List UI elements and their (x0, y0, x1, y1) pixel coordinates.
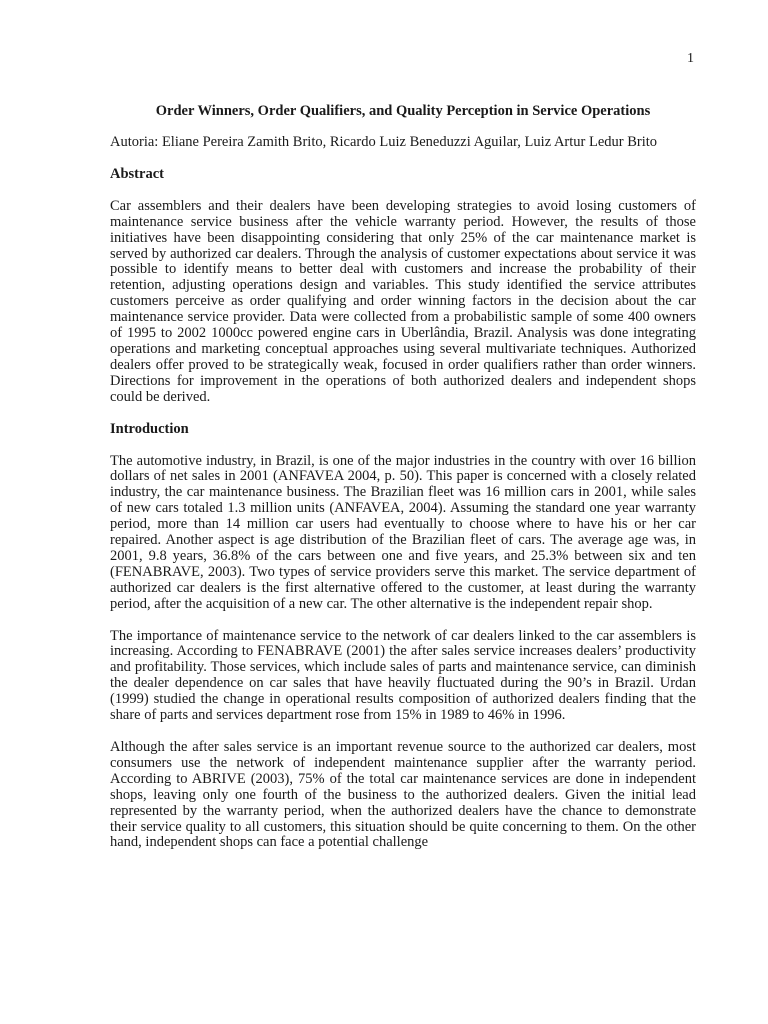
author-list: Autoria: Eliane Pereira Zamith Brito, Ricardo Luiz Beneduzzi Aguilar, Luiz Artur Ledur Brito (110, 134, 658, 150)
introduction-paragraph-2: The importance of maintenance service to the network of car dealers linked to the car assemblers is increasing. According to FENABRAVE (2001) the after sales service increases dealers’ productivity and profitability. Those services, which include sales of parts and maintenance service, can diminish the dealer dependence on car sales that have heavily fluctuated during the 90’s in Brazil. Urdan (1999) studied the change in operational results composition of authorized dealers finding that the share of parts and services department rose from 15% in 1989 to 46% in 1996. (110, 627, 696, 724)
paper-title: Order Winners, Order Qualifiers, and Quality Perception in Service Operations (155, 103, 651, 119)
introduction-paragraph-1: The automotive industry, in Brazil, is one of the major industries in the country with over 16 billion dollars of net sales in 2001 (ANFAVEA 2004, p. 50). This paper is concerned with a closely related industry, the car maintenance business. The Brazilian fleet was 16 million cars in 2001, while sales of new cars totaled 1.3 million units (ANFAVEA, 2004). Assuming the standard one year warranty period, more than 14 million car users had eventually to choose where to have his or her car repaired. Another aspect is age distribution of the Brazilian fleet of cars. The average age was, in 2001, 9.8 years, 36.8% of the cars between one and five years, and 25.3% between six and ten (FENABRAVE, 2003). Two types of service providers serve this market. The service department of authorized car dealers is the first alternative offered to the customer, at least during the warranty period, after the acquisition of a new car. The other alternative is the independent repair shop. (110, 452, 696, 612)
abstract-heading: Abstract (110, 165, 164, 182)
paper-body (110, 103, 696, 867)
abstract-text: Car assemblers and their dealers have been developing strategies to avoid losing customers of maintenance service business after the vehicle warranty period. However, the results of those initiatives have been disappointing considering that only 25% of the car maintenance market is served by authorized car dealers. Through the analysis of customer expectations about service it was possible to identify means to better deal with customers and increase the probability of their retention, adjusting operations design and variables. This study identified the service attributes customers perceive as order qualifying and order winning factors in the decision about the car maintenance service provider. Data were collected from a probabilistic sample of some 400 owners of 1995 to 2002 1000cc powered engine cars in Uberlândia, Brazil. Analysis was done integrating operations and marketing conceptual approaches using several multivariate techniques. Authorized dealers offer proved to be strategically weak, focused in order qualifiers rather than order winners. Directions for improvement in the operations of both authorized dealers and independent shops could be derived. (110, 197, 696, 405)
page-number: 1 (687, 51, 694, 66)
introduction-heading: Introduction (110, 420, 189, 437)
introduction-paragraph-3: Although the after sales service is an important revenue source to the authorized car dealers, most consumers use the network of independent maintenance supplier after the warranty period. According to ABRIVE (2003), 75% of the total car maintenance services are done in independent shops, leaving only one fourth of the business to the authorized dealers. Given the initial lead represented by the warranty period, when the authorized dealers have the chance to demonstrate their service quality to all customers, this situation should be quite concerning to them. On the other hand, independent shops can face a potential challenge (110, 739, 696, 851)
